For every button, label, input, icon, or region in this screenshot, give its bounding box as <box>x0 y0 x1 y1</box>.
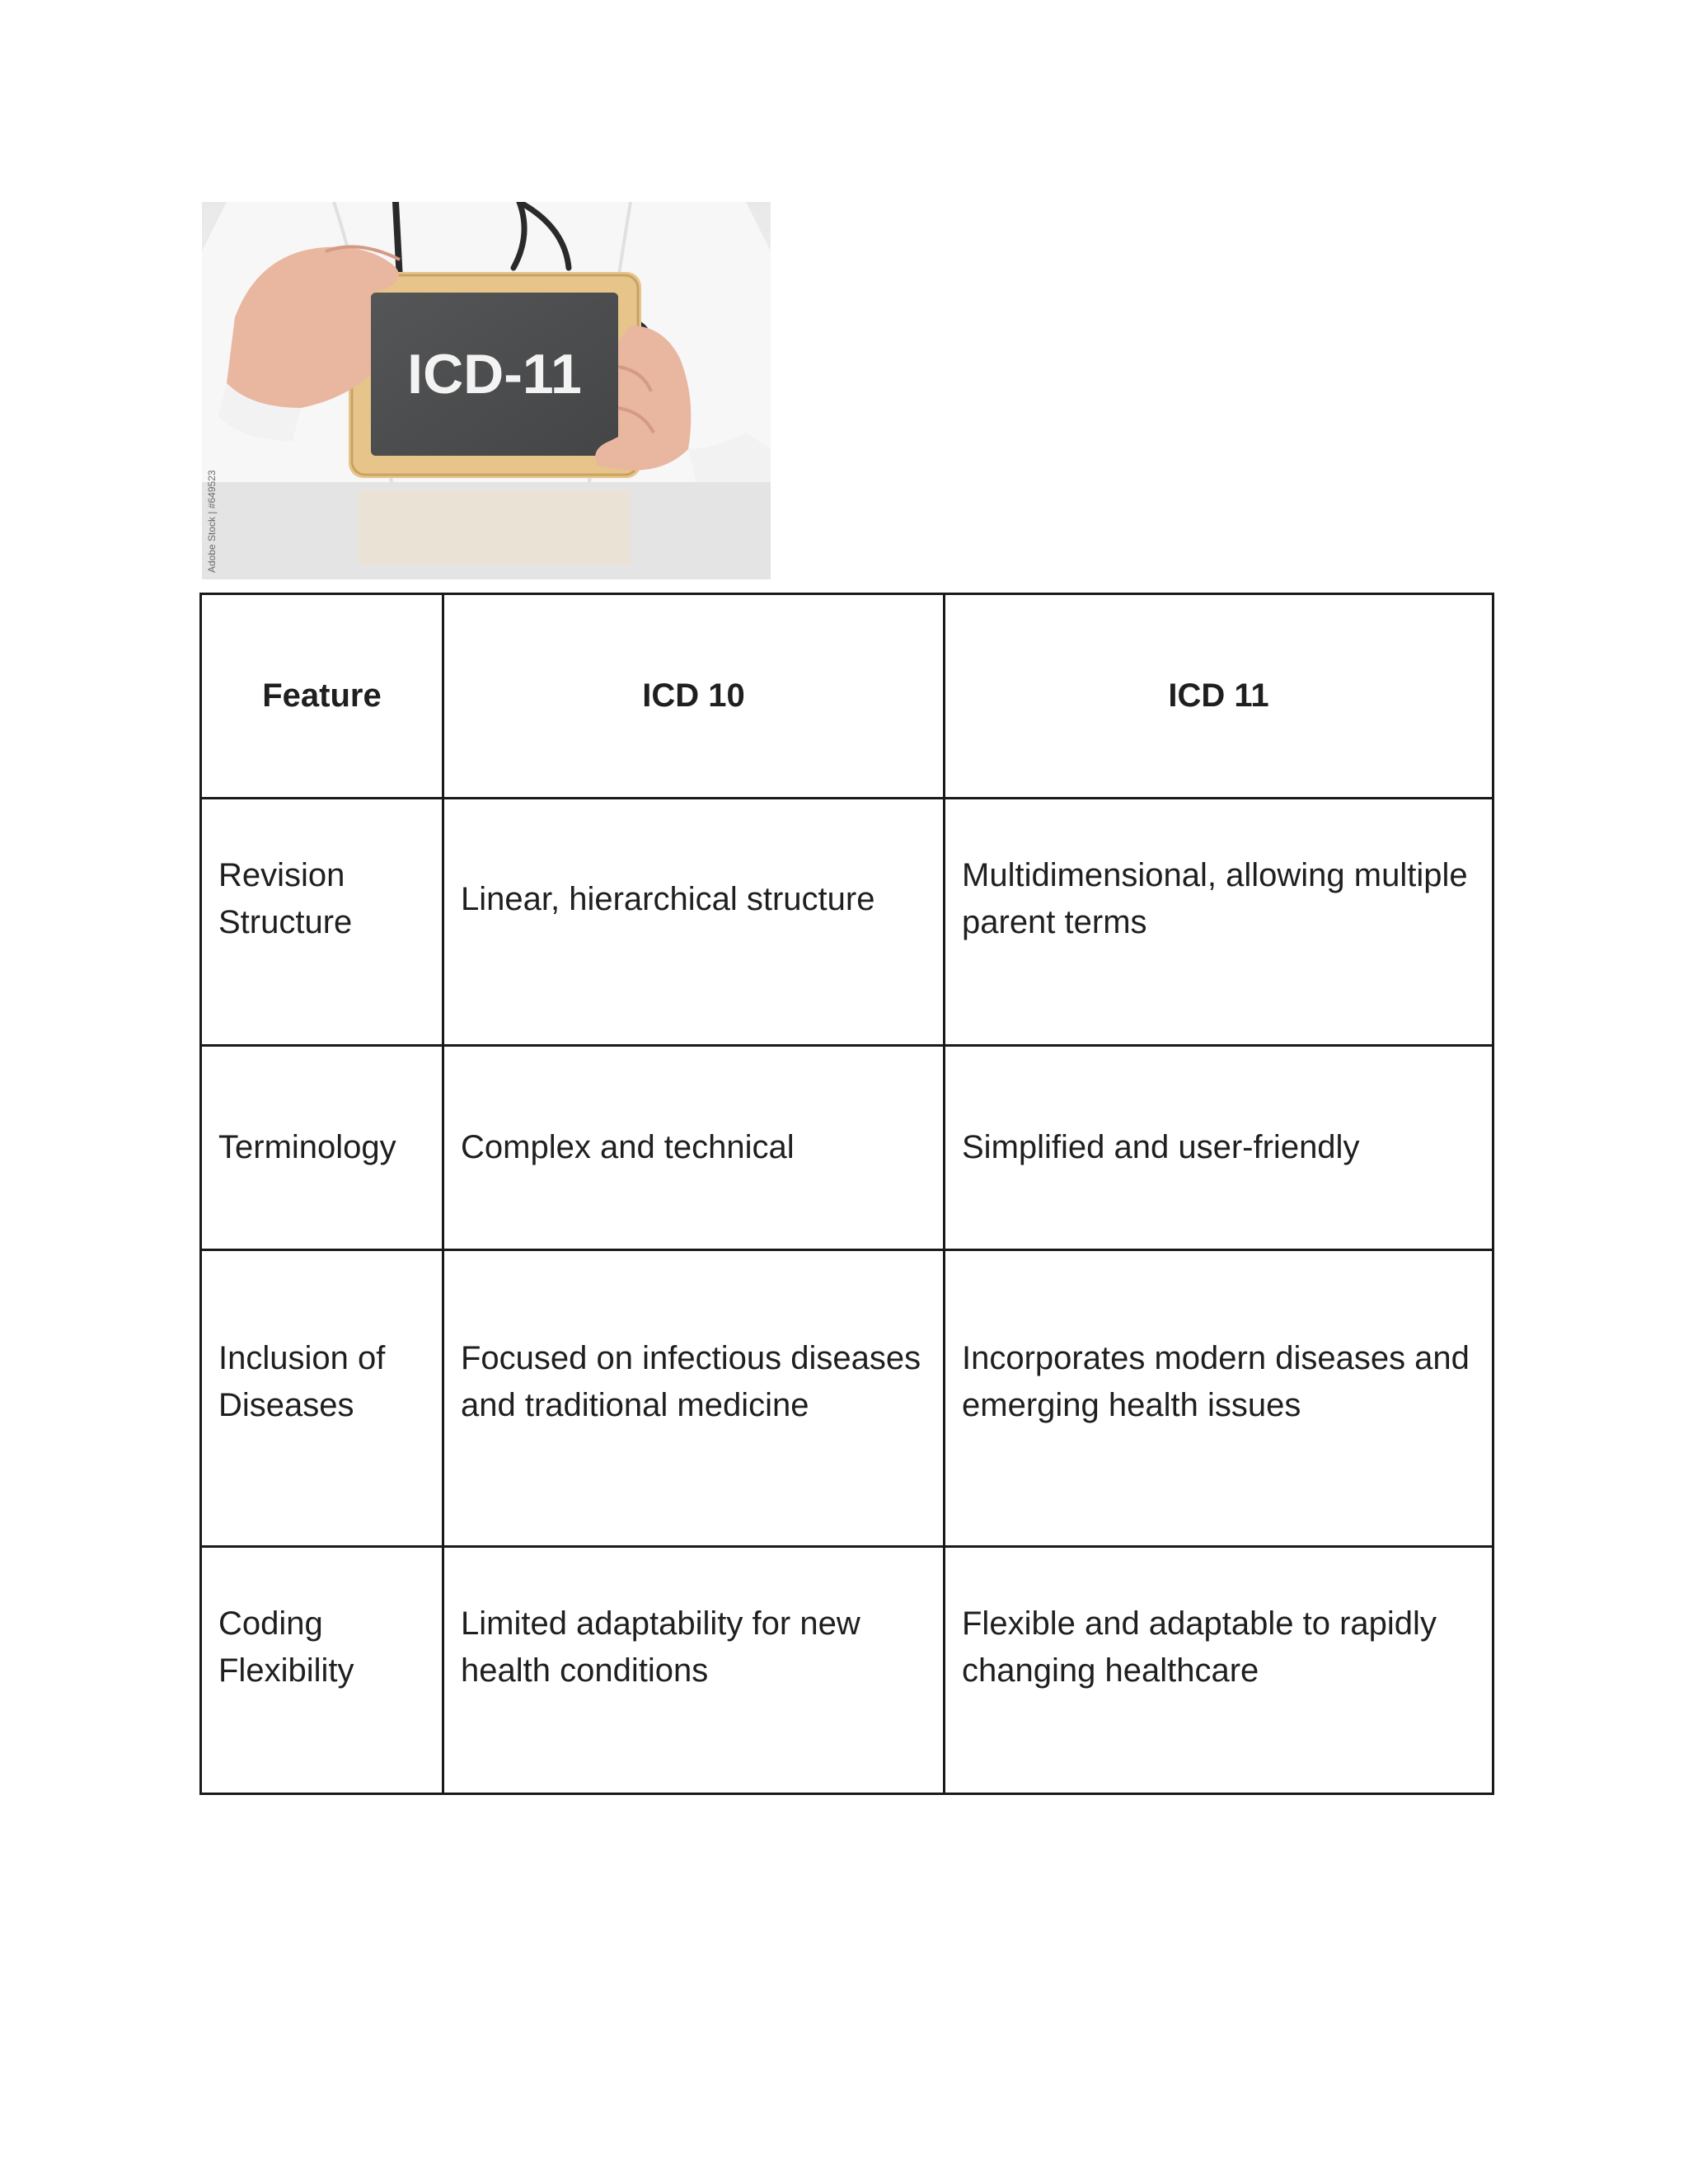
header-icd10: ICD 10 <box>443 594 945 799</box>
table-cell <box>443 799 945 1046</box>
table-row <box>201 1046 1493 1250</box>
table-cell <box>201 1547 443 1794</box>
table-cell <box>201 799 443 1046</box>
cell-text: Flexible and adaptable to rapidly changing healthcare <box>962 1605 1437 1689</box>
table-row <box>201 799 1493 1046</box>
cell-text: Inclusion of Diseases <box>218 1339 386 1423</box>
table-cell <box>201 1250 443 1547</box>
sign-text: ICD-11 <box>407 343 582 405</box>
doctor-holding-chalkboard-icon <box>202 202 771 579</box>
cell-text: Coding Flexibility <box>218 1605 354 1689</box>
table-row <box>201 1547 1493 1794</box>
header-icd11: ICD 11 <box>945 594 1493 799</box>
cell-text: Focused on infectious diseases and traditional medicine <box>461 1339 921 1423</box>
icd-comparison-table <box>199 593 1494 1795</box>
table-cell <box>443 1250 945 1547</box>
watermark-text: Adobe Stock | #649523 <box>206 470 218 573</box>
table-cell <box>945 1250 1493 1547</box>
header-feature: Feature <box>201 594 443 799</box>
table-cell <box>443 1547 945 1794</box>
cell-text: Terminology <box>218 1129 396 1165</box>
table-cell <box>945 799 1493 1046</box>
cell-text: Incorporates modern diseases and emerging health issues <box>962 1339 1470 1423</box>
table-cell <box>945 1547 1493 1794</box>
cell-text: Simplified and user-friendly <box>962 1129 1360 1165</box>
table-cell <box>945 1046 1493 1250</box>
cell-text: Limited adaptability for new health conditions <box>461 1605 860 1689</box>
cell-text: Multidimensional, allowing multiple parent terms <box>962 857 1468 940</box>
table-row <box>201 1250 1493 1547</box>
cell-text: Revision Structure <box>218 857 353 940</box>
table-cell <box>443 1046 945 1250</box>
icd11-photo <box>202 202 771 579</box>
table-header-row <box>201 594 1493 799</box>
table-cell <box>201 1046 443 1250</box>
cell-text: Complex and technical <box>461 1129 795 1165</box>
cell-text: Linear, hierarchical structure <box>461 880 875 917</box>
